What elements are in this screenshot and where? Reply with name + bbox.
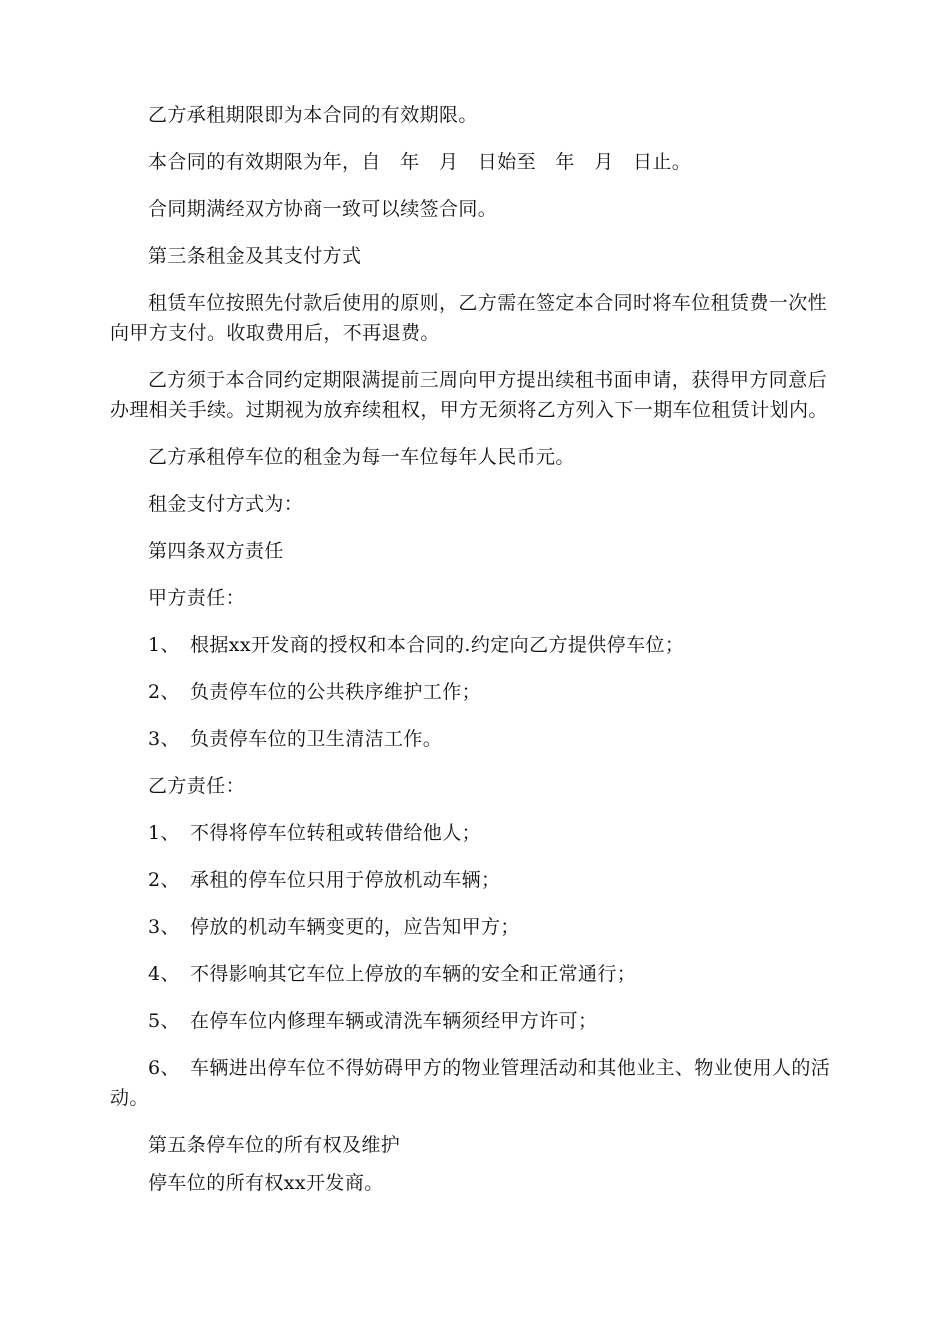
paragraph-renewal-application: 乙方须于本合同约定期限满提前三周向甲方提出续租书面申请，获得甲方同意后办理相关手续。过期视为放弃续租权，甲方无须将乙方列入下一期车位租赁计划内。 xyxy=(110,369,828,421)
list-item-number: 1、 xyxy=(148,822,180,844)
list-item xyxy=(110,677,845,707)
paragraph-validity-period: 本合同的有效期限为年，自 年 月 日始至 年 月 日止。 xyxy=(148,151,692,173)
section-heading-rent: 第三条租金及其支付方式 xyxy=(148,245,362,267)
paragraph-payment-method: 租金支付方式为： xyxy=(148,493,304,515)
list-item-text: 负责停车位的卫生清洁工作。 xyxy=(190,728,443,750)
list-item-number: 2、 xyxy=(148,869,180,891)
list-item xyxy=(110,959,845,989)
list-item-number: 6、 xyxy=(148,1057,180,1079)
section-heading-responsibilities: 第四条双方责任 xyxy=(148,540,284,562)
list-item-text: 负责停车位的公共秩序维护工作； xyxy=(190,681,482,703)
paragraph-rent-amount: 乙方承租停车位的租金为每一车位每年人民币元。 xyxy=(148,446,575,468)
list-item xyxy=(110,818,845,848)
list-item-number: 2、 xyxy=(148,681,180,703)
paragraph-prepayment: 租赁车位按照先付款后使用的原则，乙方需在签定本合同时将车位租赁费一次性向甲方支付。收取费用后，不再退费。 xyxy=(110,292,828,344)
list-item xyxy=(110,1053,845,1113)
list-item-text: 根据xx开发商的授权和本合同的.约定向乙方提供停车位； xyxy=(190,634,685,656)
paragraph-renewal: 合同期满经双方协商一致可以续签合同。 xyxy=(148,198,498,220)
list-item xyxy=(110,630,845,660)
list-item-text: 承租的停车位只用于停放机动车辆； xyxy=(190,869,501,891)
section-heading-ownership: 第五条停车位的所有权及维护 xyxy=(148,1134,401,1156)
list-item-number: 4、 xyxy=(148,963,180,985)
list-item xyxy=(110,1006,845,1036)
party-b-heading: 乙方责任： xyxy=(148,775,246,797)
list-item-text: 不得影响其它车位上停放的车辆的安全和正常通行； xyxy=(190,963,637,985)
list-item-text: 车辆进出停车位不得妨碍甲方的物业管理活动和其他业主、物业使用人的活动。 xyxy=(110,1057,831,1109)
list-item-number: 3、 xyxy=(148,916,180,938)
list-item xyxy=(110,912,845,942)
list-item-number: 5、 xyxy=(148,1010,180,1032)
list-item-text: 不得将停车位转租或转借给他人； xyxy=(190,822,482,844)
list-item xyxy=(110,865,845,895)
paragraph-ownership: 停车位的所有权xx开发商。 xyxy=(148,1172,384,1194)
list-item xyxy=(110,724,845,754)
list-item-text: 在停车位内修理车辆或清洗车辆须经甲方许可； xyxy=(190,1010,598,1032)
document-body xyxy=(110,100,845,1215)
paragraph-lease-term: 乙方承租期限即为本合同的有效期限。 xyxy=(148,104,478,126)
list-item-number: 3、 xyxy=(148,728,180,750)
list-item-text: 停放的机动车辆变更的，应告知甲方； xyxy=(190,916,520,938)
list-item-number: 1、 xyxy=(148,634,180,656)
party-a-heading: 甲方责任： xyxy=(148,587,246,609)
